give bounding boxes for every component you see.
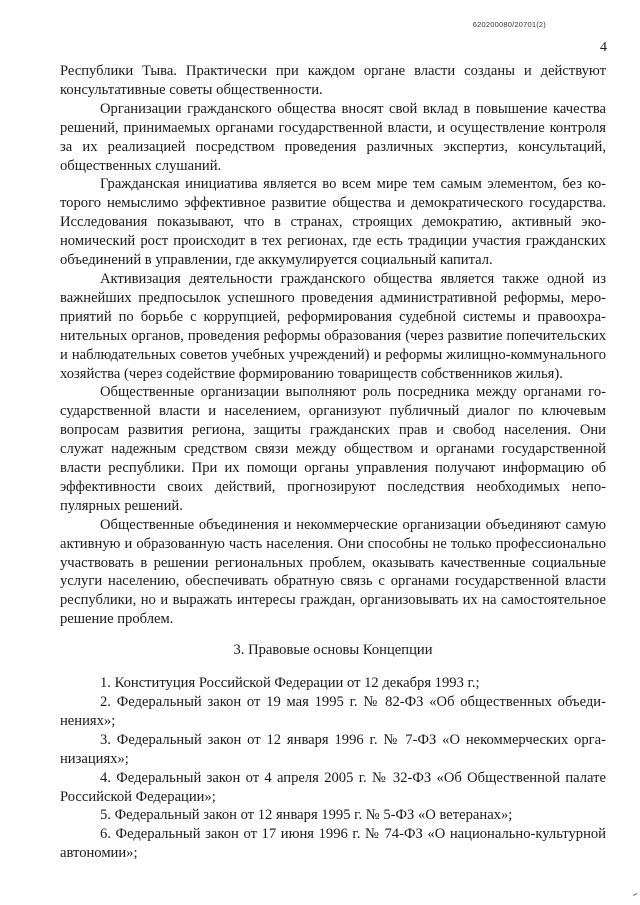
scan-mark — [633, 893, 637, 896]
paragraph-civil-society-organizations: Организации гражданского общества вносят свой вклад в повышение качества решений, принимаемых органами государственной власти, и осуществление контроля за их реализацией посредством проведения различных экспертиз, консультаций, общественных слушаний. — [60, 100, 606, 174]
section-heading: 3. Правовые основы Концепции — [233, 642, 433, 659]
paragraph-public-organizations-role: Общественные организации выполняют роль посредника между органами государственной власти и населением, организуют публичный диалог по ключевым вопросам развития региона, защиты гражданских прав и свобод населения. Они служат надежным средством связи между обществом и органами государственной власти республики. При их помощи органы управления получают информацию об эффективности своих действий, прогнозируют последствия необходимых непопулярных решений. — [60, 384, 606, 514]
legal-list-item: 1. Конституция Российской Федерации от 12 декабря 1993 г.; — [100, 675, 480, 692]
body-text — [60, 62, 606, 863]
legal-list-item: 3. Федеральный закон от 12 января 1996 г. № 7-ФЗ «О некоммерческих организациях»; — [60, 731, 606, 767]
paragraph-civil-initiative: Гражданская инициатива является во всем мире тем самым элементом, без которого немыслимо эффективное развитие общества и демократического государства. Исследования показывают, что в странах, строящих демократию, активный экономический рост происходит в тех регионах, где есть традиции участия гражданских объединений в управлении, где аккумулируется социальный капитал. — [60, 176, 606, 269]
legal-list-item: 4. Федеральный закон от 4 апреля 2005 г. № 32-ФЗ «Об Общественной палате Российской Федерации»; — [60, 769, 606, 805]
paragraph-continuation: Республики Тыва. Практически при каждом органе власти созданы и действуют консультативные советы общественности. — [60, 63, 606, 98]
legal-list-item: 6. Федеральный закон от 17 июня 1996 г. № 74-ФЗ «О национально-культурной автономии»; — [60, 826, 606, 862]
legal-list-item: 5. Федеральный закон от 12 января 1995 г. № 5-ФЗ «О ветеранах»; — [100, 807, 513, 824]
paragraph-activation: Активизация деятельности гражданского общества является также одной из важнейших предпосылок успешного проведения административной реформы, мероприятий по борьбе с коррупцией, реформирования судебной системы и правоохранительных органов, проведения реформы образования (через развитие попечительских и наблюдательных советов учебных учреждений) и реформы жилищно-коммунального хозяйства (через содействие формированию товариществ собственников жилья). — [60, 270, 606, 382]
document-code: 620200080/20701(2) — [472, 20, 546, 29]
page-number: 4 — [600, 40, 607, 55]
paragraph-public-associations: Общественные объединения и некоммерческие организации объединяют самую активную и образованную часть населения. Они способны не только профессионально участвовать в решении региональных проблем, оказывать качественные социальные услуги населению, обеспечивать обратную связь с органами государственной власти республики, но и выражать интересы граждан, организовывать их на самостоятельное решение проблем. — [60, 516, 606, 628]
legal-list-item: 2. Федеральный закон от 19 мая 1995 г. № 82-ФЗ «Об общественных объединениях»; — [60, 694, 606, 729]
